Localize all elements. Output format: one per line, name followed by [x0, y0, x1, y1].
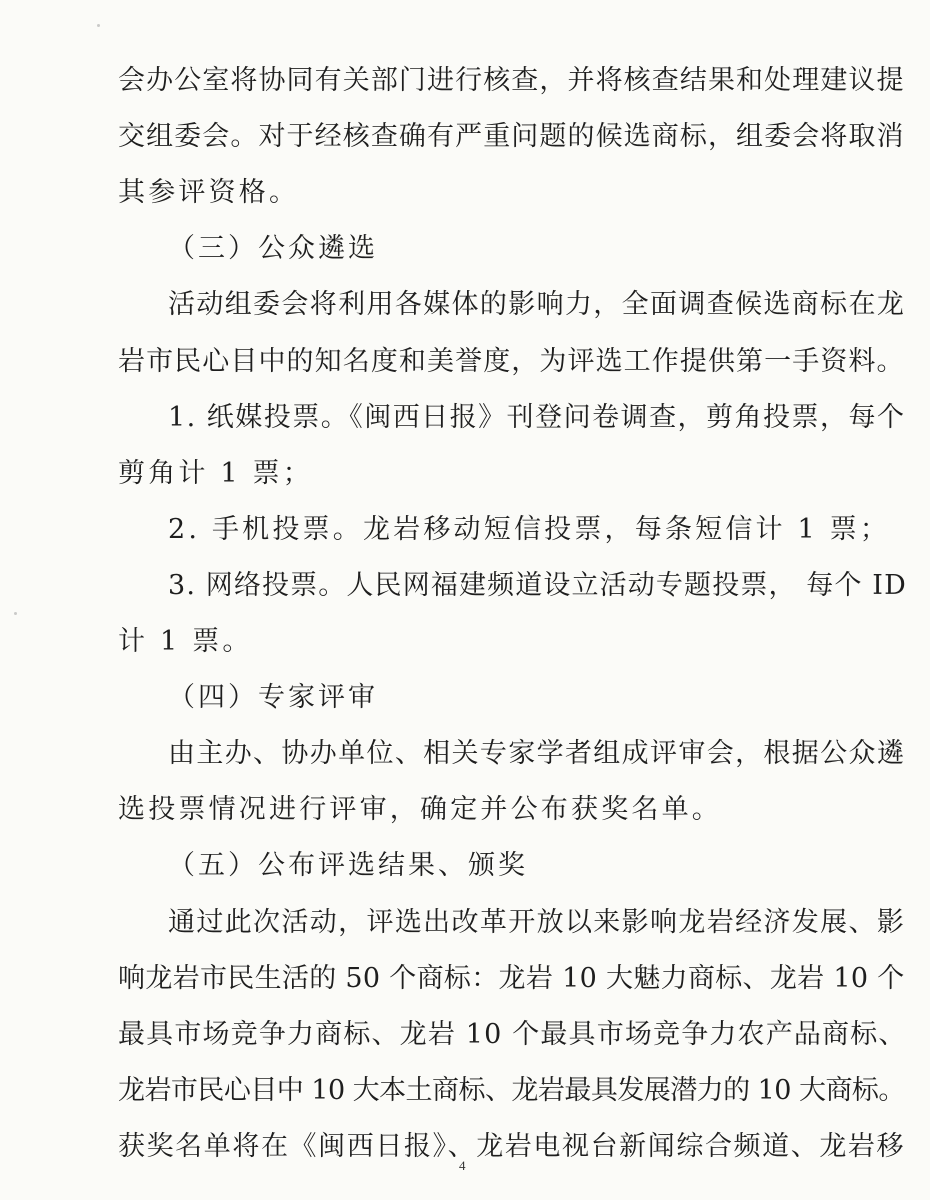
body-line: 会办公室将协同有关部门进行核查，并将核查结果和处理建议提: [118, 65, 905, 96]
body-line: 龙岩市民心目中 10 大本土商标、龙岩最具发展潜力的 10 大商标。: [118, 1075, 905, 1106]
body-line: 最具市场竞争力商标、龙岩 10 个最具市场竞争力农产品商标、: [118, 1019, 907, 1050]
body-line: 通过此次活动，评选出改革开放以来影响龙岩经济发展、影: [168, 907, 906, 938]
body-line: 获奖名单将在《闽西日报》、龙岩电视台新闻综合频道、龙岩移: [118, 1131, 906, 1162]
scan-speck: [14, 612, 17, 615]
body-line: 其参评资格。: [118, 177, 300, 208]
scan-speck: [97, 24, 100, 27]
body-line: 响龙岩市民生活的 50 个商标：龙岩 10 大魅力商标、龙岩 10 个: [118, 963, 905, 994]
section-heading: （四）专家评审: [168, 682, 378, 713]
body-line: 交组委会。对于经核查确有严重问题的候选商标，组委会将取消: [118, 121, 905, 152]
page-number: 4: [459, 1158, 466, 1173]
list-item: 1. 纸媒投票。《闽西日报》刊登问卷调查，剪角投票，每个: [168, 402, 906, 433]
body-line: 选投票情况进行评审，确定并公布获奖名单。: [118, 794, 722, 825]
body-line: 由主办、协办单位、相关专家学者组成评审会，根据公众遴: [168, 738, 906, 769]
body-line: 活动组委会将利用各媒体的影响力，全面调查候选商标在龙: [168, 289, 906, 320]
list-item: 2. 手机投票。龙岩移动短信投票，每条短信计 1 票；: [168, 514, 891, 545]
section-heading: （三）公众遴选: [168, 233, 378, 264]
body-line: 岩市民心目中的知名度和美誉度，为评选工作提供第一手资料。: [118, 346, 905, 377]
section-heading: （五）公布评选结果、颁奖: [168, 850, 528, 881]
body-line: 剪角计 1 票；: [118, 458, 313, 489]
list-item: 3. 网络投票。人民网福建频道设立活动专题投票， 每个 ID: [168, 570, 907, 601]
body-line: 计 1 票。: [118, 626, 253, 657]
